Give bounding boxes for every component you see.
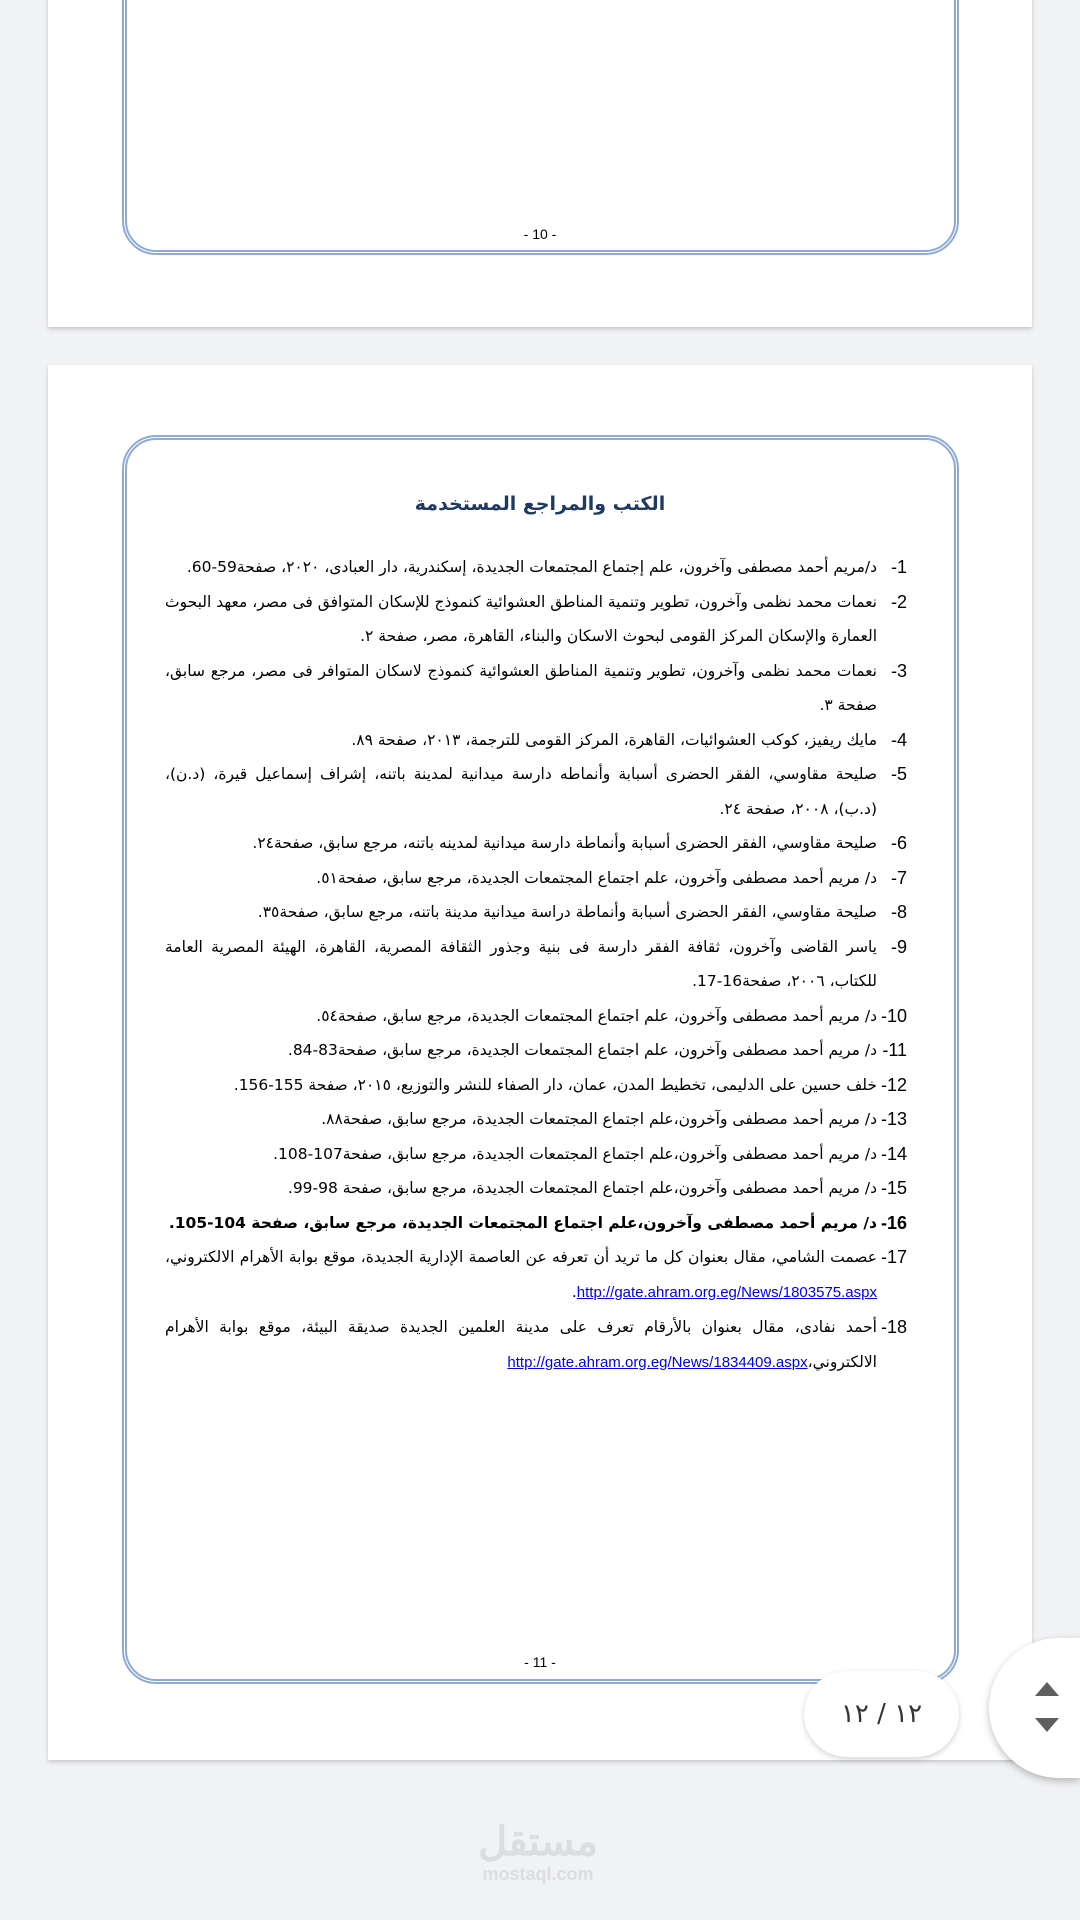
reference-item <box>165 1206 907 1241</box>
reference-text: صليحة مقاوسي، الفقر الحضرى أسبابة وأنماطة دارسة ميدانية لمدينه باتنه، مرجع سابق، صفحة٢٤. <box>252 834 877 852</box>
reference-number: 3- <box>890 660 907 681</box>
reference-item <box>165 585 907 654</box>
page-counter <box>804 1671 959 1757</box>
reference-text: د/ مريم أحمد مصطفى وآخرون، علم اجتماع المجتمعات الجديدة، مرجع سابق، صفحة٥٤. <box>316 1006 877 1025</box>
references-list <box>165 550 907 1380</box>
reference-item <box>165 826 907 861</box>
reference-link[interactable]: http://gate.ahram.org.eg/News/1803575.aspx <box>576 1283 877 1301</box>
reference-item <box>165 1240 907 1310</box>
reference-number: 15- <box>880 1178 907 1198</box>
scroll-up-icon[interactable] <box>1035 1682 1059 1696</box>
reference-text: د/ مريم أحمد مصطفى وآخرون،علم اجتماع المجتمعات الجديدة، مرجع سابق، صفحة 104-105. <box>168 1213 877 1232</box>
page-title: الكتب والمراجع المستخدمة <box>414 493 666 515</box>
reference-item <box>165 930 907 999</box>
watermark-logo <box>468 1820 608 1885</box>
pdf-page-10 <box>48 0 1032 327</box>
reference-item <box>165 1102 907 1137</box>
reference-text: نعمات محمد نظمى وآخرون، تطوير وتنمية المناطق العشوائية كنموذج للإسكان المتوافق فى مصر، معهد البحوث العمارة والإسكان المركز القومى لبحوث الاسكان والبناء، القاهرة، مصر، صفحة ٢. <box>165 592 877 645</box>
reference-text: نعمات محمد نظمى وآخرون، تطوير وتنمية المناطق العشوائية كنموذج لاسكان المتوافر فى مصر، مرجع سابق، صفحة ٣. <box>165 661 877 714</box>
watermark-arabic: مستقل <box>478 1820 598 1864</box>
reference-item <box>165 1137 907 1172</box>
reference-item <box>165 757 907 826</box>
reference-item <box>165 1310 907 1380</box>
reference-text: ياسر القاضى وآخرون، ثقافة الفقر دارسة فى بنية وجذور الثقافة المصرية، القاهرة، الهيئة المصرية العامة للكتاب، ٢٠٠٦، صفحة16-17. <box>165 937 877 990</box>
reference-text: د/ مريم أحمد مصطفى وآخرون،علم اجتماع المجتمعات الجديدة، مرجع سابق، صفحة٨٨. <box>321 1110 877 1128</box>
reference-link[interactable]: http://gate.ahram.org.eg/News/1834409.aspx <box>507 1353 808 1371</box>
reference-item <box>165 999 907 1034</box>
reference-number: 8- <box>890 902 907 922</box>
reference-item <box>165 895 907 930</box>
reference-item <box>165 654 907 723</box>
reference-text: صليحة مقاوسي، الفقر الحضرى أسبابة وأنماطه دارسة ميدانية لمدينة باتنه، إشراف إسماعيل قيرة، (د.ن)،(د.ب)، ٢٠٠٨، صفحة ٢٤. <box>165 765 877 818</box>
reference-number: 4- <box>890 729 907 750</box>
reference-suffix: . <box>571 1282 577 1301</box>
reference-number: 6- <box>890 833 907 853</box>
reference-text: د/ مريم أحمد مصطفى وآخرون،علم اجتماع المجتمعات الجديدة، مرجع سابق، صفحة 98-99. <box>287 1179 877 1197</box>
reference-number: 14- <box>880 1143 907 1164</box>
page-number: - 11 - <box>524 1654 556 1670</box>
reference-item <box>165 861 907 896</box>
reference-number: 16- <box>880 1212 907 1233</box>
page-counter-text: ١٢ / ١٢ <box>840 1699 923 1729</box>
page-border <box>122 0 959 255</box>
reference-text: خلف حسين على الدليمى، تخطيط المدن، عمان، دار الصفاء للنشر والتوزيع، ٢٠١٥، صفحة 155-156. <box>233 1075 877 1094</box>
watermark-english: mostaql.com <box>482 1864 594 1884</box>
reference-text: د/ مريم أحمد مصطفى وآخرون، علم اجتماع المجتمعات الجديدة، مرجع سابق، صفحة٥١. <box>316 868 877 887</box>
reference-number: 2- <box>890 591 907 612</box>
reference-text: صليحة مقاوسي، الفقر الحضرى أسبابة وأنماطة دراسة ميدانية مدينة باتنه، مرجع سابق، صفحة٣٥. <box>257 903 877 921</box>
reference-number: 17- <box>880 1247 907 1267</box>
scroll-down-icon[interactable] <box>1035 1718 1059 1732</box>
page-number: - 10 - <box>523 226 557 242</box>
reference-item <box>165 723 907 758</box>
reference-number: 10- <box>880 1005 907 1026</box>
reference-number: 7- <box>890 867 907 888</box>
reference-item <box>165 550 907 585</box>
pdf-page-11 <box>48 365 1032 1760</box>
reference-text: مايك ريفيز، كوكب العشوائيات، القاهرة، المركز القومى للترجمة، ٢٠١٣، صفحة ٨٩. <box>351 730 877 749</box>
reference-number: 5- <box>890 764 907 784</box>
reference-number: 18- <box>880 1317 907 1337</box>
reference-text: أحمد نفادى، مقال بعنوان بالأرقام تعرف على مدينة العلمين الجديدة صديقة البيئة، موقع بوابة الأهرام الالكتروني، <box>165 1318 877 1371</box>
reference-text: د/ مريم أحمد مصطفى وآخرون،علم اجتماع المجتمعات الجديدة، مرجع سابق، صفحة107-108. <box>273 1144 877 1163</box>
reference-text: عصمت الشامي، مقال بعنوان كل ما تريد أن تعرفه عن العاصمة الإدارية الجديدة، موقع بوابة الأهرام الالكتروني، <box>165 1248 877 1266</box>
reference-text: د/ مريم أحمد مصطفى وآخرون، علم اجتماع المجتمعات الجديدة، مرجع سابق، صفحة83-84. <box>287 1041 877 1059</box>
reference-item <box>165 1171 907 1206</box>
reference-text: د/مريم أحمد مصطفى وآخرون، علم إجتماع المجتمعات الجديدة، إسكندرية، دار العبادى، ٢٠٢٠، صفحة59-60. <box>186 558 877 576</box>
reference-number: 11- <box>882 1040 907 1060</box>
reference-number: 13- <box>880 1109 907 1129</box>
reference-number: 12- <box>880 1074 907 1095</box>
reference-number: 9- <box>890 936 907 957</box>
reference-item <box>165 1068 907 1103</box>
reference-number: 1- <box>890 557 907 577</box>
reference-item <box>165 1033 907 1068</box>
